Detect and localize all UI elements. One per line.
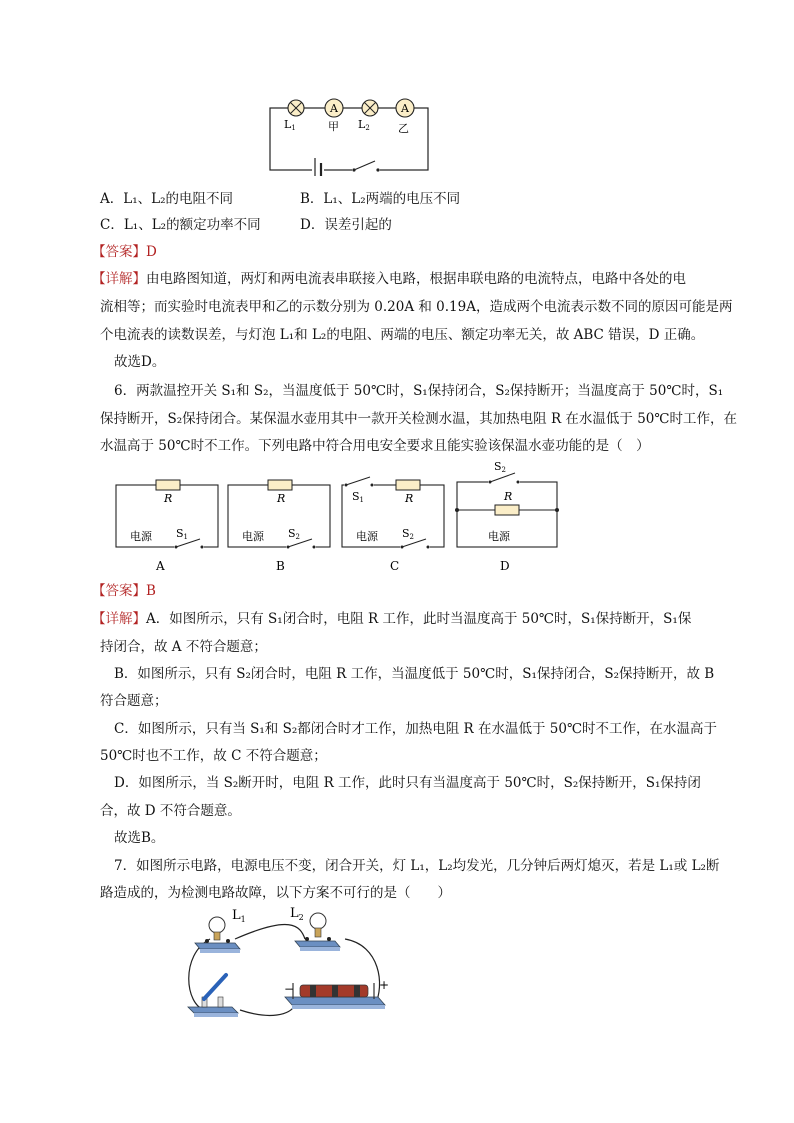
label-jia: 甲 (328, 120, 339, 133)
svg-text:电源: 电源 (130, 530, 152, 543)
detail-q5-line1: 【详解】由电路图知道，两灯和两电流表串联接入电路，根据串联电路的电流特点，电路中各处的电 (92, 271, 686, 287)
detail-q6-a1: 【详解】A．如图所示，只有 S₁闭合时，电阻 R 工作，此时当温度高于 50℃时，S₁保持断开，S₁保 (92, 611, 692, 627)
option-c: C．L₁、L₂的额定功率不同 (100, 217, 261, 233)
svg-text:R: R (164, 492, 173, 505)
battery-holder-icon (285, 983, 385, 1009)
label-s1-a: S1 (176, 527, 189, 541)
label-l1: L1 (284, 118, 296, 132)
svg-text:A: A (330, 102, 338, 115)
svg-text:电源: 电源 (356, 530, 378, 543)
detail-q6-b2: 符合题意； (100, 693, 168, 709)
series-circuit-diagram (262, 90, 437, 176)
circuit-d (455, 460, 559, 573)
label-yi: 乙 (398, 122, 409, 135)
ammeter-jia-icon (325, 99, 343, 117)
label-s1-c: S1 (352, 490, 365, 504)
q7-circuit-picture (180, 905, 400, 1025)
option-d: D．误差引起的 (300, 217, 392, 233)
label-s2-c: S2 (402, 527, 415, 541)
svg-text:D: D (500, 559, 510, 573)
q6-line3: 水温高于 50℃时不工作。下列电路中符合用电安全要求且能实验该保温水壶功能的是（ ） (100, 438, 650, 454)
label-bulb-l2: $L_2$ (290, 906, 304, 922)
option-b: B．L₁、L₂两端的电压不同 (300, 191, 461, 207)
option-a: A．L₁、L₂的电阻不同 (100, 191, 234, 207)
q6-line1: 6．两款温控开关 S₁和 S₂，当温度低于 50℃时，S₁保持闭合，S₂保持断开；当温度高于 50℃时，S₁ (114, 383, 724, 399)
svg-text:电源: 电源 (488, 530, 510, 543)
detail-q6-conclusion: 故选B。 (114, 830, 165, 846)
detail-q6-a2: 持闭合，故 A 不符合题意； (100, 639, 267, 655)
svg-text:A: A (401, 102, 409, 115)
switch-icon (352, 161, 380, 174)
svg-text:R: R (277, 492, 286, 505)
answer-q6: 【答案】B (92, 583, 156, 599)
circuit-a (116, 480, 218, 573)
answer-q5: 【答案】D (92, 244, 157, 260)
detail-q6-c2: 50℃时也不工作，故 C 不符合题意； (100, 748, 327, 764)
lamp-l1-icon (288, 100, 304, 116)
detail-q5-line3: 个电流表的读数误差，与灯泡 L₁和 L₂的电阻、两端的电压、额定功率无关，故 ABC 错误，D 正确。 (100, 327, 705, 343)
detail-q5-line2: 流相等；而实验时电流表甲和乙的示数分别为 0.20A 和 0.19A，造成两个电流表示数不同的原因可能是两 (100, 299, 733, 315)
svg-text:B: B (276, 559, 285, 573)
detail-q6-b1: B．如图所示，只有 S₂闭合时，电阻 R 工作，当温度低于 50℃时，S₁保持闭合，S₂保持断开，故 B (114, 666, 715, 682)
svg-text:电源: 电源 (242, 530, 264, 543)
q6-circuits (110, 460, 570, 580)
svg-text:A: A (156, 559, 165, 573)
ammeter-yi-icon (396, 99, 414, 117)
detail-q5-conclusion: 故选D。 (114, 354, 166, 370)
circuit-b (228, 480, 330, 573)
label-s2-d: S2 (494, 460, 507, 474)
circuit-c (342, 477, 444, 573)
detail-q6-d2: 合，故 D 不符合题意。 (100, 803, 241, 819)
svg-text:C: C (390, 559, 400, 573)
lamp-l2-icon (362, 100, 378, 116)
battery-icon (312, 158, 324, 176)
label-bulb-l1: $L_1$ (232, 908, 246, 924)
detail-q6-d1: D．如图所示，当 S₂断开时，电阻 R 工作，此时只有当温度高于 50℃时，S₂保持断开，S₁保持闭 (114, 775, 701, 791)
q6-line2: 保持断开，S₂保持闭合。某保温水壶用其中一款开关检测水温，其加热电阻 R 在水温低于 50℃时工作，在 (100, 411, 737, 427)
label-s2-b: S2 (288, 527, 301, 541)
label-l2: L2 (358, 118, 370, 132)
battery-minus: − (284, 982, 295, 996)
battery-plus: + (379, 978, 390, 992)
svg-text:R: R (405, 492, 414, 505)
q7-line1: 7．如图所示电路，电源电压不变，闭合开关，灯 L₁，L₂均发光，几分钟后两灯熄灭，若是 L₁或 L₂断 (114, 858, 720, 874)
svg-text:R: R (504, 490, 513, 503)
knife-switch-icon (188, 975, 238, 1017)
detail-q6-c1: C．如图所示，只有当 S₁和 S₂都闭合时才工作，加热电阻 R 在水温低于 50℃时不工作，在水温高于 (114, 721, 718, 737)
q7-line2: 路造成的，为检测电路故障，以下方案不可行的是（ ） (100, 885, 451, 901)
